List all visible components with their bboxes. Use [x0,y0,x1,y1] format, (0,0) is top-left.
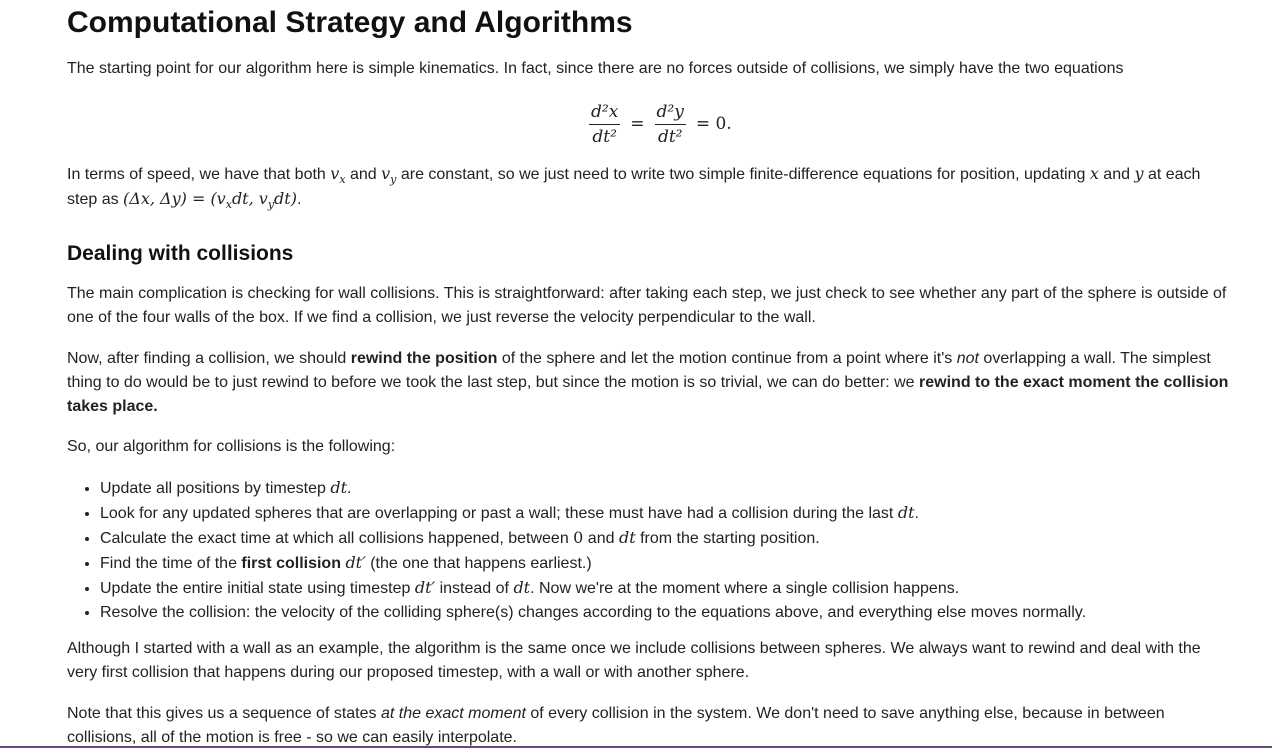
step-6-text: Resolve the collision: the velocity of the colliding sphere(s) changes according to the equations above, and everything else moves normally. [100,604,1087,621]
list-item [100,551,1235,576]
algorithm-steps-list [67,476,1235,625]
step-3-end: from the starting position. [635,530,820,547]
fraction-y [655,102,686,147]
note-text-2: of every collision in the system. We don't need to save anything else, because in between collisions, all of the motion is free - so we can easily interpolate. [67,705,1165,746]
step-3-and: and [583,530,619,547]
step-5-end: . Now we're at the moment where a single collision happens. [530,580,960,597]
step-formula-sub-y: y [267,198,275,211]
list-item [100,601,1235,625]
x-symbol: x [1089,164,1099,183]
rewind-italic: not [956,350,979,367]
step-formula-sub-x: x [225,198,232,211]
vx-symbol: v [330,164,340,183]
speed-text-1: In terms of speed, we have that both [67,166,331,183]
dt-symbol: dt [330,478,348,497]
rewind-bold-1: rewind the position [350,350,498,367]
equation-rhs: = 0. [695,114,732,134]
list-item [100,501,1235,526]
intro-paragraph: The starting point for our algorithm here is simple kinematics. In fact, since there are no forces outside of collisions, we simply have the two equations [67,60,1124,77]
page-title: Computational Strategy and Algorithms [67,6,633,39]
vy-symbol: v [381,164,391,183]
note-italic: at the exact moment [380,705,526,722]
speed-text-3: are constant, so we just need to write two simple finite-difference equations for position, updating [396,166,1090,183]
fraction-y-denominator: dt² [657,126,683,147]
section-heading-collisions: Dealing with collisions [67,242,294,265]
speed-text-5: at each step as [67,166,1201,208]
list-item [100,526,1235,551]
step-formula-mid: dt, v [231,189,268,208]
kinematics-equation [585,96,738,152]
speed-paragraph [67,162,1235,212]
step-5-mid: instead of [435,580,514,597]
collision-paragraph: The main complication is checking for wall collisions. This is straightforward: after taking each step, we just check to see whether any part of the sphere is outside of one of the four walls of the box. If we find a collision, we just reverse the velocity perpendicular to the wall. [67,285,1227,326]
fraction-x-denominator: dt² [592,126,617,147]
equals-sign: = [630,114,645,134]
fraction-x-numerator: d²x [589,102,620,125]
rewind-text-3: overlapping a wall. The simplest thing to do would be to just rewind to before we took the last step, but since the motion is so trivial, we can do better: we [67,350,1211,391]
walls-paragraph: Although I started with a wall as an example, the algorithm is the same once we include collisions between spheres. We always want to rewind and deal with the very first collision that happens during our proposed timestep, with a wall or with another sphere. [67,640,1201,681]
fraction-y-numerator: d²y [655,102,686,125]
step-1-text: Update all positions by timestep [100,480,331,497]
step-formula [123,189,297,211]
fraction-x [589,102,620,147]
first-collision-bold: first collision [241,555,341,572]
dt-prime-symbol: dt′ [345,553,366,572]
rewind-paragraph [67,347,1235,419]
note-paragraph [67,702,1235,750]
rewind-text-1: Now, after finding a collision, we should [67,350,351,367]
rewind-bold-2: rewind to the exact moment the collision takes place. [67,374,1229,415]
vx-subscript: x [339,173,346,186]
dt-symbol: dt [618,528,636,547]
dt-symbol: dt [897,503,915,522]
step-2-text: Look for any updated spheres that are overlapping or past a wall; these must have had a collision during the last [100,505,898,522]
y-symbol: y [1134,164,1144,183]
step-formula-end: dt) [274,189,297,208]
list-item [100,476,1235,501]
step-4-end: (the one that happens earliest.) [365,555,592,572]
zero-symbol: 0 [573,528,584,547]
step-1-end: . [347,480,352,497]
step-4-text: Find the time of the [100,555,242,572]
dt-symbol: dt [513,578,531,597]
algorithm-intro: So, our algorithm for collisions is the following: [67,438,396,455]
rewind-text-2: of the sphere and let the motion continue from a point where it's [497,350,957,367]
speed-text-6: . [296,191,302,208]
speed-text-4: and [1098,166,1135,183]
step-2-end: . [914,505,919,522]
note-text-1: Note that this gives us a sequence of states [67,705,381,722]
step-5-text: Update the entire initial state using timestep [100,580,415,597]
speed-text-2: and [345,166,382,183]
dt-prime-symbol: dt′ [414,578,436,597]
vy-subscript: y [390,173,397,186]
step-formula-start: (Δx, Δy) = (v [123,189,226,208]
list-item [100,576,1235,601]
step-3-text: Calculate the exact time at which all collisions happened, between [100,530,574,547]
